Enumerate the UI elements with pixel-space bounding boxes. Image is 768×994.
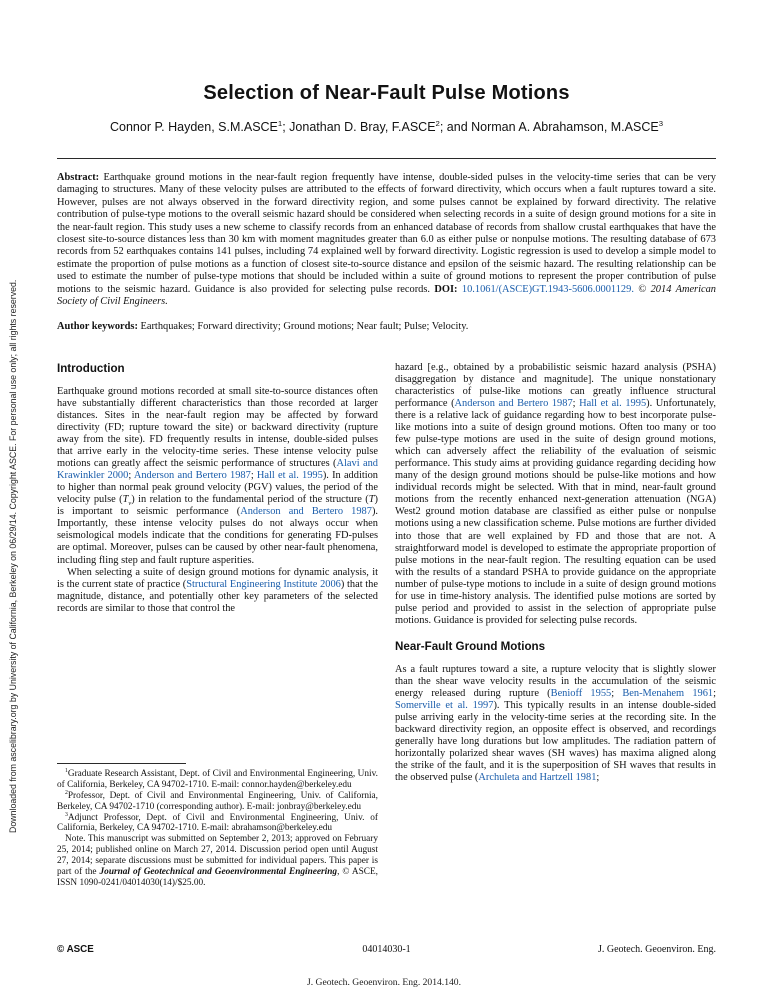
text-run: ). In addition to higher than normal peak ground velocity (PGV) values, the period of the velocity pulse ( [57,470,378,506]
text-run: Earthquakes; Forward directivity; Ground motions; Near fault; Pulse; Velocity. [140,321,469,333]
text-run: Earthquake ground motions in the near-fault region frequently have intense, double-sided pulses in the velocity-time series that can be very damaging to structures. Many of these velocity pulses are attributed to the effects of forward directivity, which occurs when a fault ruptures toward a site. However, pulses are not always observed in the forward directivity region, and some pulses cannot be explained by forward directivity. The relative contribution of pulse-type motions to the overall seismic hazard should be considered when selecting records in a suite of design ground motions for a site in the near-fault region. This study uses a new scheme to classify records from an enhanced database of records from shallow crustal earthquakes that have the closest site-to-source distances less than 30 km with moment magnitudes greater than 6.0 as either pulse or nonpulse motions. The resulting database of 673 records from 52 earthquakes contains 141 pulses, including 74 explained well by forward directivity. Logistic regression is used to develop a simple model to estimate the proportion of pulse motions as a function of closest site-to-source distance and epsilon of the seismic hazard. The resulting relationship can be used to estimate the number of pulse-type motions that should be included within a suite of ground motions to represent the proper contribution of pulse motions to the seismic hazard. Guidance is also provided for selecting pulse records. [57,172,716,295]
paper-title: Selection of Near-Fault Pulse Motions [203,82,570,104]
text-run: ) in relation to the fundamental period of the structure ( [131,494,369,506]
citation-link[interactable]: Hall et al. 1995 [256,470,323,482]
citation-link[interactable]: Anderson and Bertero 1987 [133,470,251,482]
text-run: Note. This manuscript was submitted on September 2, 2013; approved on February 25, 2014; published online on March 27, 2014. Discussion period open until August 27, 2014; separate discussions must be submitted for individual papers. This paper is part of the [57,834,378,878]
text-run: 2014 American Society of Civil Engineers. [57,283,716,308]
two-column-body [57,362,716,889]
footnote-1 [57,769,378,791]
section-heading-near-fault-ground-motions: Near-Fault Ground Motions [395,639,546,653]
text-run: When selecting a suite of design ground motions for dynamic analysis, it is the current state of practice ( [57,566,378,590]
text-run: 3 [65,811,68,818]
left-column [57,362,378,889]
text-run: As a fault ruptures toward a site, a rupture velocity that is slightly slower than the shear wave velocity results in the accumulation of the seismic energy released during rupture ( [395,663,716,699]
page-content [57,0,716,889]
intro-paragraph-2 [57,567,378,615]
text-run: Professor, Dept. of Civil and Environmental Engineering, Univ. of California, Berkeley, CA 94702-1710 (corresponding author). E-mail: jonbray@berkeley.edu [57,790,378,812]
text-run: , © ASCE, ISSN 1090-0241/04014030(14)/$25.00. [57,867,378,888]
citation-link[interactable]: Ben-Menahem 1961 [622,688,714,699]
text-run: ). Unfortunately, there is a relative lack of guidance regarding how to best incorporate pulse-like motions into a suite of design ground motions. Often too many or too few pulse-type motions are used in the suite of design ground motions, which can adversely affect the reliability of the evaluation of seismic performance. This study aims at providing guidance regarding deciding how many of the design ground motions should be pulse-like motions and how individual records might be selected. With that in mind, near-fault ground motions from the recently enhanced next-generation attenuation (NGA) West2 ground motion database are classified as either pulse or nonpulse motions using a new classification scheme. Pulse motions are further divided into those that are well explained by FD and those that are not. A straightforward model is developed to estimate the appropriate proportion of pulse motions in the near-fault region. The resulting equation can be used with the results of a standard PSHA to provide guidance on the appropriate number of pulse-type motions to include in a suite of design ground motions for use in time-history analysis. The identified pulse motions are sorted by pulse period and provided to assist in the selection of appropriate pulse motions. Guidance is provided for selecting pulse records. [395,398,716,626]
text-run: T [122,494,129,506]
text-run: ; [611,688,623,699]
text-run: Earthquake ground motions recorded at small site-to-source distances often have substantially different characteristics than those recorded at larger distances. Sites in the near-fault region may be affected by forward directivity (FD; rupture toward the site) or backward directivity (rupture away from the site). FD frequently results in intense, double-sided pulses that arrive early in the velocity-time series. These intense velocity pulse motions can greatly affect the seismic performance of structures ( [57,385,378,470]
author-keywords-line [57,321,716,333]
header-divider-rule [57,158,716,159]
text-run: 2 [65,789,68,796]
text-run: Adjunct Professor, Dept. of Civil and Environmental Engineering, Univ. of California, Berkeley, CA 94702-1710. E-mail: abrahamson@berkeley.edu [57,812,378,834]
text-run: Author keywords: [57,321,141,333]
footer-copyright: © ASCE [57,944,94,955]
text-run: 1 [277,118,283,128]
text-run: T [368,494,375,506]
text-run: DOI: [434,283,462,295]
right-column [395,362,716,889]
body-paragraph-continuation [395,362,716,627]
citation-link[interactable]: Hall et al. 1995 [579,398,647,410]
text-run: ; [713,688,716,699]
citation-link[interactable]: Anderson and Bertero 1987 [454,398,573,410]
footnote-2 [57,791,378,813]
text-run: © [633,283,651,295]
citation-link[interactable]: Archuleta and Hartzell 1981 [478,772,597,784]
citation-link[interactable]: Somerville et al. 1997 [395,700,494,712]
citation-link[interactable]: Anderson and Bertero 1987 [240,506,372,518]
citation-link[interactable]: Alavi and Krawinkler 2000 [57,458,378,482]
text-run: ; [596,772,600,784]
abstract-paragraph [57,172,716,308]
text-run: ; Jonathan D. Bray, F.ASCE [282,120,436,134]
download-attribution-sidebar: Downloaded from ascelibrary.org by University of California, Berkeley on 06/29/14. Copyright ASCE. For personal use only; all rights reserved. [8,279,18,833]
citation-link[interactable]: Benioff 1955 [550,688,612,699]
text-run: 1 [65,767,68,774]
doi-link[interactable]: 10.1061/(ASCE)GT.1943-5606.0001129. [461,283,634,295]
text-run: 2 [435,118,440,128]
intro-paragraph-1 [57,386,378,567]
footnote-3 [57,813,378,835]
text-run: v [128,500,132,508]
text-run: Journal of Geotechnical and Geoenvironmental Engineering [99,867,338,878]
text-run: hazard [e.g., obtained by a probabilistic seismic hazard analysis (PSHA) disaggregation by distance and magnitude]. The unique nonstationary characteristics of pulse-like motions can greatly influence structural performance ( [395,361,716,410]
citation-link[interactable]: Structural Engineering Institute 2006 [186,578,341,590]
footer-page-number: 04014030-1 [362,944,411,955]
near-fault-paragraph [395,664,716,784]
footnote-separator-rule [57,763,186,764]
text-run: ; and Norman A. Abrahamson, M.ASCE [439,120,659,134]
text-run: ). Importantly, these intense velocity pulses do not always occur when seismological models indicate that the conditions for generating FD-pulses are optimal. Moreover, pulses can be caused by other near-fault phenomena, including fling step and fault rupture asperities. [57,506,378,566]
text-run: ). This typically results in an intense double-sided pulse arriving early in the velocity-time series at the recording site. In the backward directivity region, an opposite effect is observed, and recordings generally have long durations but low amplitudes. The radiation pattern of horizontally polarized shear waves (SH waves) has maxima aligned along the strike of the fault, and it is the superposition of SH waves that results in the observed pulse ( [395,700,716,784]
text-run: ; [250,470,257,482]
text-run: ) is important to seismic performance ( [57,494,378,518]
page-footer [57,944,716,958]
citation-watermark: J. Geotech. Geoenviron. Eng. 2014.140. [306,977,461,988]
text-run: Abstract: [57,172,104,183]
text-run: Graduate Research Assistant, Dept. of Civil and Environmental Engineering, Univ. of California, Berkeley, CA 94702-1710. E-mail: connor.hayden@berkeley.edu [57,768,378,790]
text-run: 3 [658,118,664,128]
text-run: ; [128,470,134,482]
text-run: ) that the magnitude, distance, and potentially other key parameters of the selected records are similar to those that control the [57,578,378,614]
footnote-block [57,757,378,889]
footnote-note [57,834,378,889]
text-run: ; [572,398,580,410]
author-line [57,120,716,134]
section-heading-introduction: Introduction [57,361,125,375]
footer-journal-name: J. Geotech. Geoenviron. Eng. [597,944,716,955]
text-run: Connor P. Hayden, S.M.ASCE [109,120,278,134]
